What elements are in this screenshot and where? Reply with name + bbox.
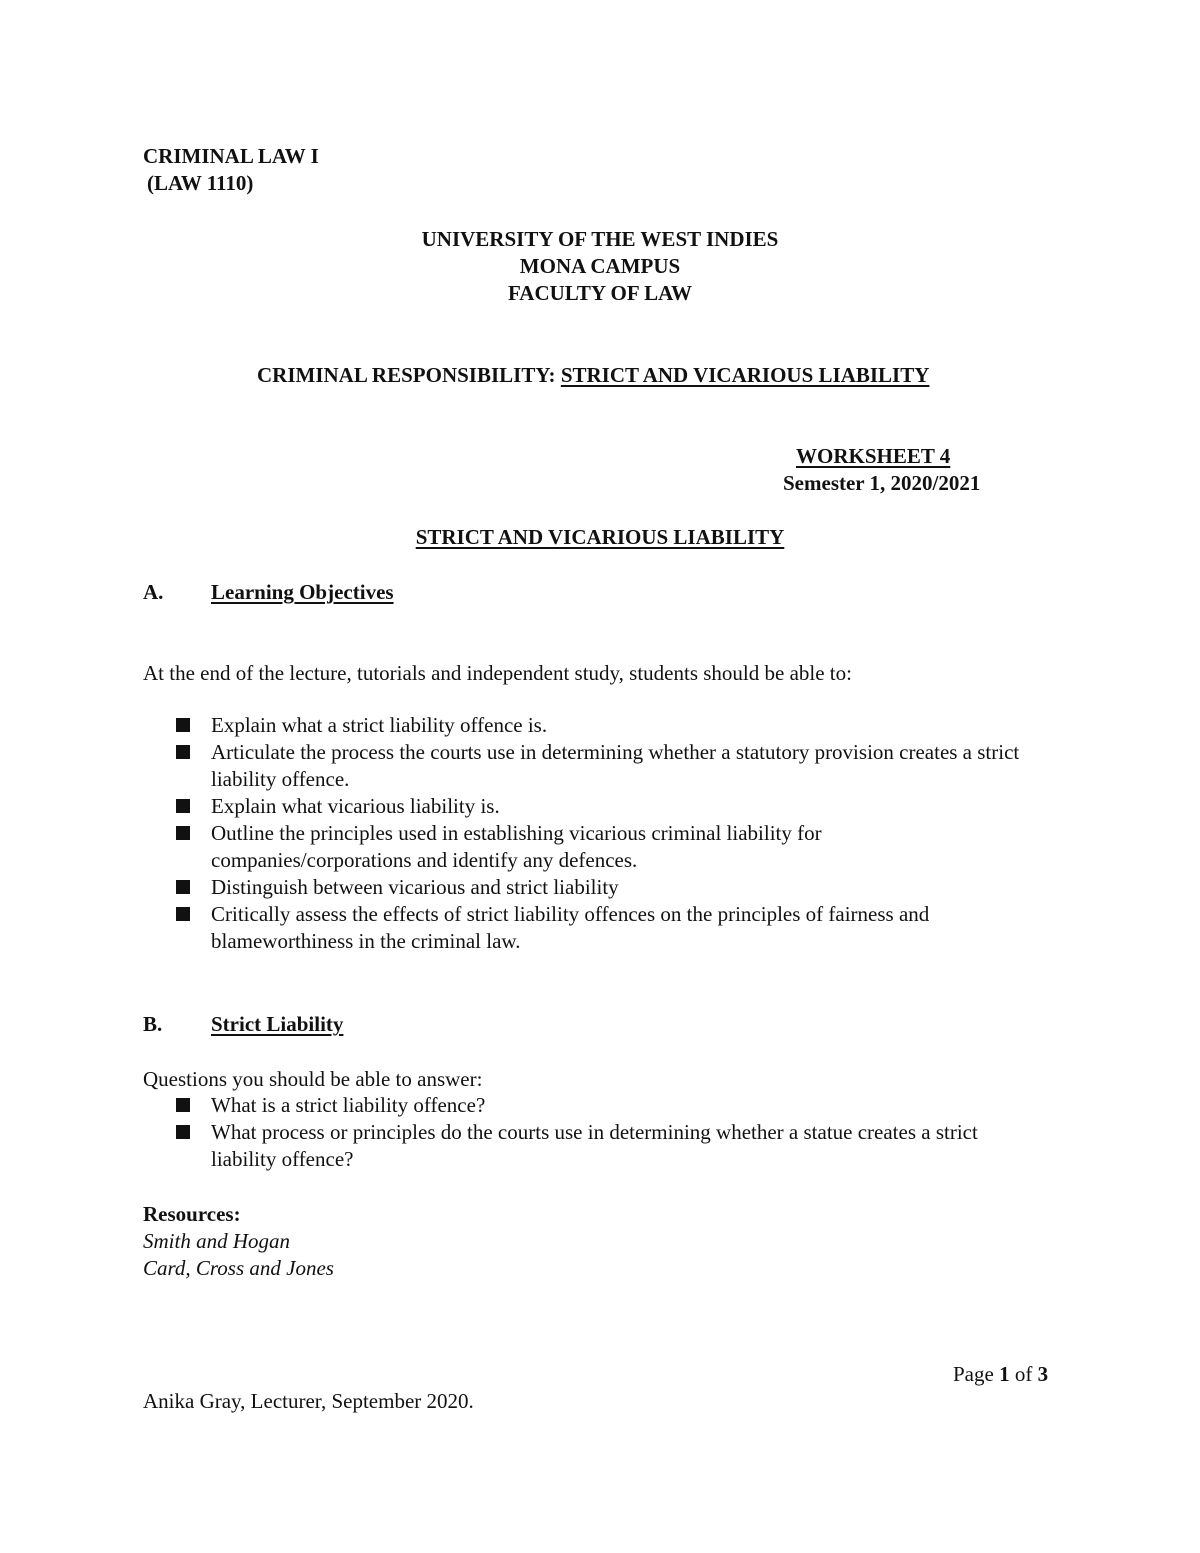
square-bullet-icon bbox=[176, 1098, 190, 1112]
faculty-name: FACULTY OF LAW bbox=[508, 281, 692, 305]
semester-label: Semester 1, 2020/2021 bbox=[783, 471, 981, 495]
square-bullet-icon bbox=[176, 799, 190, 813]
topic-underlined: STRICT AND VICARIOUS LIABILITY bbox=[560, 363, 930, 387]
worksheet-label: WORKSHEET 4 bbox=[796, 444, 951, 468]
square-bullet-icon bbox=[176, 1125, 190, 1139]
list-item-text: Explain what vicarious liability is. bbox=[211, 794, 500, 818]
author-line: Anika Gray, Lecturer, September 2020. bbox=[143, 1389, 474, 1413]
section-b-intro: Questions you should be able to answer: bbox=[143, 1067, 483, 1091]
campus-name: MONA CAMPUS bbox=[519, 254, 681, 278]
topic-prefix: CRIMINAL RESPONSIBILITY: bbox=[257, 363, 561, 387]
section-b-letter: B. bbox=[143, 1012, 163, 1036]
page-total: 3 bbox=[1037, 1362, 1049, 1386]
topic-heading bbox=[257, 365, 929, 386]
list-item-text: Critically assess the effects of strict liability offences on the principles of fairness and blameworthiness in the criminal law. bbox=[211, 902, 930, 953]
list-item-text: What process or principles do the courts use in determining whether a statue creates a strict liability offence? bbox=[211, 1120, 978, 1171]
page-middle: of bbox=[1009, 1362, 1038, 1386]
section-b-title: Strict Liability bbox=[211, 1012, 344, 1036]
page-number bbox=[953, 1364, 1048, 1385]
square-bullet-icon bbox=[176, 907, 190, 921]
list-item-text: What is a strict liability offence? bbox=[211, 1093, 486, 1117]
section-a-intro: At the end of the lecture, tutorials and independent study, students should be able to: bbox=[143, 661, 852, 685]
list-item-text: Explain what a strict liability offence is. bbox=[211, 713, 548, 737]
resources-heading: Resources: bbox=[143, 1202, 241, 1226]
square-bullet-icon bbox=[176, 745, 190, 759]
square-bullet-icon bbox=[176, 718, 190, 732]
list-item-text: Distinguish between vicarious and strict liability bbox=[211, 875, 619, 899]
main-heading: STRICT AND VICARIOUS LIABILITY bbox=[415, 525, 785, 549]
university-name: UNIVERSITY OF THE WEST INDIES bbox=[421, 227, 779, 251]
page-prefix: Page bbox=[953, 1362, 1000, 1386]
page-current: 1 bbox=[999, 1362, 1010, 1386]
course-code: (LAW 1110) bbox=[147, 171, 254, 195]
section-a-title: Learning Objectives bbox=[211, 580, 394, 604]
list-item-text: Articulate the process the courts use in determining whether a statutory provision creates a strict liability offence. bbox=[211, 740, 1020, 791]
square-bullet-icon bbox=[176, 880, 190, 894]
resource-item: Card, Cross and Jones bbox=[143, 1256, 334, 1280]
square-bullet-icon bbox=[176, 826, 190, 840]
resource-item: Smith and Hogan bbox=[143, 1229, 290, 1253]
list-item-text: Outline the principles used in establishing vicarious criminal liability for companies/corporations and identify any defences. bbox=[211, 821, 822, 872]
section-a-letter: A. bbox=[143, 580, 164, 604]
course-title: CRIMINAL LAW I bbox=[143, 144, 319, 168]
